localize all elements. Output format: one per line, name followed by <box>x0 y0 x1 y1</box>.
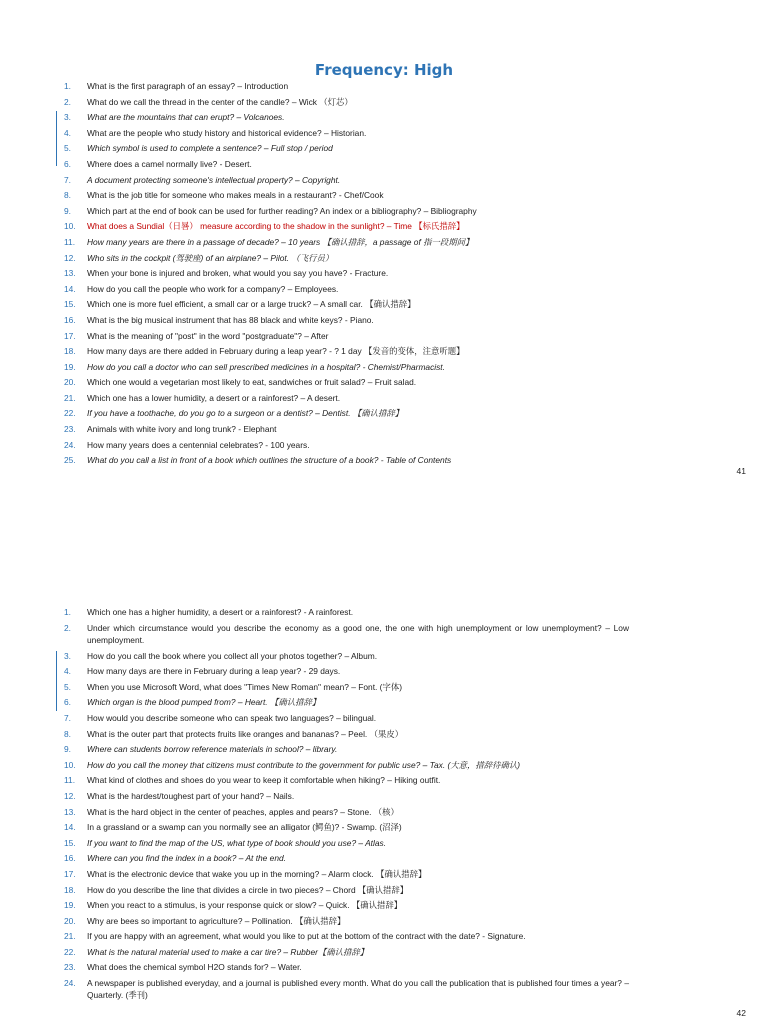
item-number: 9. <box>64 744 71 755</box>
question-text: When you react to a stimulus, is your response quick or slow? – Quick. 【确认措辞】 <box>87 900 403 911</box>
list-item <box>64 621 629 649</box>
list-item <box>64 805 629 821</box>
question-text: Where can you find the index in a book? – At the end. <box>87 853 286 864</box>
margin-marker <box>56 651 57 711</box>
list-item <box>64 789 629 805</box>
item-number: 23. <box>64 424 76 435</box>
item-number: 18. <box>64 884 76 895</box>
list-item <box>64 297 477 313</box>
margin-marker <box>56 111 57 166</box>
item-number: 21. <box>64 392 76 403</box>
list-item <box>64 375 477 391</box>
item-number: 16. <box>64 853 76 864</box>
list-item <box>64 360 477 376</box>
item-number: 2. <box>64 96 71 107</box>
item-number: 4. <box>64 666 71 677</box>
question-text: Where can students borrow reference materials in school? – library. <box>87 744 338 755</box>
item-number: 22. <box>64 408 76 419</box>
question-text: What is the electronic device that wake you up in the morning? – Alarm clock. 【确认措辞】 <box>87 868 427 879</box>
question-list-page-42 <box>64 605 629 1004</box>
item-number: 11. <box>64 775 76 786</box>
list-item <box>64 727 629 743</box>
question-text: Which one is more fuel efficient, a small car or a large truck? – A small car. 【确认措辞】 <box>87 299 416 310</box>
item-number: 20. <box>64 377 76 388</box>
question-text: What is the meaning of "post" in the word "postgraduate"? – After <box>87 330 329 341</box>
item-number: 11. <box>64 236 76 247</box>
question-text: What do we call the thread in the center of the candle? – Wick （灯芯） <box>87 96 353 107</box>
list-item <box>64 329 477 345</box>
item-number: 13. <box>64 806 76 817</box>
list-item <box>64 898 629 914</box>
item-number: 1. <box>64 607 71 617</box>
item-number: 3. <box>64 650 71 661</box>
item-number: 15. <box>64 837 76 848</box>
item-number: 17. <box>64 330 76 341</box>
item-number: 16. <box>64 314 76 325</box>
question-text: How many days are there added in February during a leap year? - ? 1 day 【发音的变体，注意听题】 <box>87 346 465 357</box>
item-number: 5. <box>64 681 71 692</box>
question-text: A document protecting someone's intellectual property? – Copyright. <box>87 174 341 185</box>
item-number: 1. <box>64 81 71 91</box>
question-text: Which one has a lower humidity, a desert or a rainforest? – A desert. <box>87 392 341 403</box>
item-number: 5. <box>64 143 71 154</box>
list-item <box>64 820 629 836</box>
list-item <box>64 960 629 976</box>
list-item <box>64 251 477 267</box>
list-item <box>64 773 629 789</box>
list-item <box>64 406 477 422</box>
question-text: Who sits in the cockpit (驾驶座) of an airplane? – Pilot. （飞行员） <box>87 252 334 263</box>
item-number: 8. <box>64 190 71 201</box>
question-text: If you are happy with an agreement, what would you like to put at the bottom of the contract with the date? - Signature. <box>87 931 526 942</box>
list-item <box>64 605 629 621</box>
question-text: A newspaper is published everyday, and a journal is published every month. What do you call the publication that is published four times a year? – Quarterly. (季刊) <box>87 978 629 1001</box>
question-text: How many days are there in February during a leap year? - 29 days. <box>87 666 341 677</box>
question-text: If you have a toothache, do you go to a surgeon or a dentist? – Dentist. 【确认措辞】 <box>87 408 404 419</box>
question-text: Where does a camel normally live? - Desert. <box>87 158 252 169</box>
list-item <box>64 141 477 157</box>
item-number: 6. <box>64 158 71 169</box>
list-item <box>64 266 477 282</box>
list-item <box>64 173 477 189</box>
item-number: 17. <box>64 868 76 879</box>
list-item <box>64 742 629 758</box>
item-number: 6. <box>64 697 71 708</box>
question-text: What do you call a list in front of a book which outlines the structure of a book? - Table of Contents <box>87 455 452 466</box>
list-item <box>64 282 477 298</box>
question-text: What is the natural material used to make a car tire? – Rubber【确认措辞】 <box>87 946 369 957</box>
question-text: Which organ is the blood pumped from? – Heart. 【确认措辞】 <box>87 697 321 708</box>
question-text: Which one would a vegetarian most likely to eat, sandwiches or fruit salad? – Fruit salad. <box>87 377 417 388</box>
question-text: What does a Sundial（日晷） measure according to the shadow in the sunlight? – Time 【标氏措辞】 <box>87 221 465 232</box>
list-item <box>64 453 477 469</box>
list-item <box>64 883 629 899</box>
page-number: 41 <box>736 466 746 476</box>
question-text: How many years are there in a passage of decade? – 10 years 【确认措辞，a passage of 指一段期间】 <box>87 236 474 247</box>
list-item <box>64 649 629 665</box>
item-number: 4. <box>64 127 71 138</box>
question-text: How do you describe the line that divides a circle in two pieces? – Chord 【确认措辞】 <box>87 884 409 895</box>
question-text: How would you describe someone who can speak two languages? – bilingual. <box>87 712 377 723</box>
question-text: If you want to find the map of the US, what type of book should you use? – Atlas. <box>87 837 387 848</box>
question-text: Which symbol is used to complete a sentence? – Full stop / period <box>87 143 333 154</box>
item-number: 13. <box>64 268 76 279</box>
item-number: 7. <box>64 174 71 185</box>
list-item <box>64 204 477 220</box>
item-number: 22. <box>64 946 76 957</box>
question-text: Why are bees so important to agriculture? – Pollination. 【确认措辞】 <box>87 915 346 926</box>
list-item <box>64 95 477 111</box>
list-item <box>64 219 477 235</box>
question-text: How do you call the people who work for a company? – Employees. <box>87 283 339 294</box>
item-number: 18. <box>64 346 76 357</box>
item-number: 24. <box>64 439 76 450</box>
list-item <box>64 157 477 173</box>
page-number: 42 <box>736 1008 746 1018</box>
item-number: 24. <box>64 978 76 989</box>
list-item <box>64 695 629 711</box>
item-number: 25. <box>64 455 76 466</box>
question-text: What is the hardest/toughest part of your hand? – Nails. <box>87 790 295 801</box>
item-number: 8. <box>64 728 71 739</box>
item-number: 20. <box>64 915 76 926</box>
question-text: Which one has a higher humidity, a desert or a rainforest? - A rainforest. <box>87 607 354 617</box>
item-number: 9. <box>64 205 71 216</box>
question-text: Under which circumstance would you describe the economy as a good one, the one with high unemployment or low unemployment? – Low unemployment. <box>87 622 629 645</box>
list-item <box>64 664 629 680</box>
list-item <box>64 851 629 867</box>
item-number: 2. <box>64 622 71 633</box>
question-text: How do you call the book where you collect all your photos together? – Album. <box>87 650 378 661</box>
item-number: 14. <box>64 283 76 294</box>
question-text: What are the mountains that can erupt? – Volcanoes. <box>87 112 285 123</box>
item-number: 15. <box>64 299 76 310</box>
item-number: 10. <box>64 221 76 232</box>
list-item <box>64 929 629 945</box>
list-item <box>64 836 629 852</box>
question-text: How do you call a doctor who can sell prescribed medicines in a hospital? - Chemist/Pharmacist. <box>87 361 445 372</box>
item-number: 23. <box>64 962 76 973</box>
item-number: 12. <box>64 790 76 801</box>
list-item <box>64 976 629 1004</box>
list-item <box>64 235 477 251</box>
list-item <box>64 438 477 454</box>
list-item <box>64 188 477 204</box>
item-number: 19. <box>64 900 76 911</box>
item-number: 19. <box>64 361 76 372</box>
list-item <box>64 680 629 696</box>
list-item <box>64 945 629 961</box>
question-text: What does the chemical symbol H2O stands for? – Water. <box>87 962 302 973</box>
question-text: When you use Microsoft Word, what does "Times New Roman" mean? – Font. (字体) <box>87 681 403 692</box>
list-item <box>64 110 477 126</box>
question-text: How do you call the money that citizens must contribute to the government for public use? – Tax. (大意，措辞待确认) <box>87 759 521 770</box>
question-text: How many years does a centennial celebrates? - 100 years. <box>87 439 310 450</box>
list-item <box>64 344 477 360</box>
list-item <box>64 711 629 727</box>
item-number: 21. <box>64 931 76 942</box>
question-text: What is the job title for someone who makes meals in a restaurant? - Chef/Cook <box>87 190 384 201</box>
question-text: Animals with white ivory and long trunk? - Elephant <box>87 424 277 435</box>
question-text: What is the outer part that protects fruits like oranges and bananas? – Peel. （果皮） <box>87 728 404 739</box>
list-item <box>64 126 477 142</box>
question-text: What is the big musical instrument that has 88 black and white keys? - Piano. <box>87 314 374 325</box>
list-item <box>64 422 477 438</box>
item-number: 10. <box>64 759 76 770</box>
item-number: 12. <box>64 252 76 263</box>
list-item <box>64 391 477 407</box>
item-number: 3. <box>64 112 71 123</box>
list-item <box>64 867 629 883</box>
question-text: What is the first paragraph of an essay? – Introduction <box>87 81 289 91</box>
page-title: Frequency: High <box>314 61 454 79</box>
list-item <box>64 914 629 930</box>
list-item <box>64 758 629 774</box>
question-text: What are the people who study history and historical evidence? – Historian. <box>87 127 367 138</box>
question-text: What is the hard object in the center of peaches, apples and pears? – Stone. （核） <box>87 806 399 817</box>
item-number: 7. <box>64 712 71 723</box>
question-text: When your bone is injured and broken, what would you say you have? - Fracture. <box>87 268 389 279</box>
list-item <box>64 79 477 95</box>
question-text: Which part at the end of book can be used for further reading? An index or a bibliography? – Bibliography <box>87 205 477 216</box>
item-number: 14. <box>64 822 76 833</box>
question-list-page-41 <box>64 79 477 469</box>
list-item <box>64 313 477 329</box>
question-text: In a grassland or a swamp can you normally see an alligator (鳄鱼)? - Swamp. (沼泽) <box>87 822 402 833</box>
question-text: What kind of clothes and shoes do you wear to keep it comfortable when hiking? – Hiking outfit. <box>87 775 441 786</box>
